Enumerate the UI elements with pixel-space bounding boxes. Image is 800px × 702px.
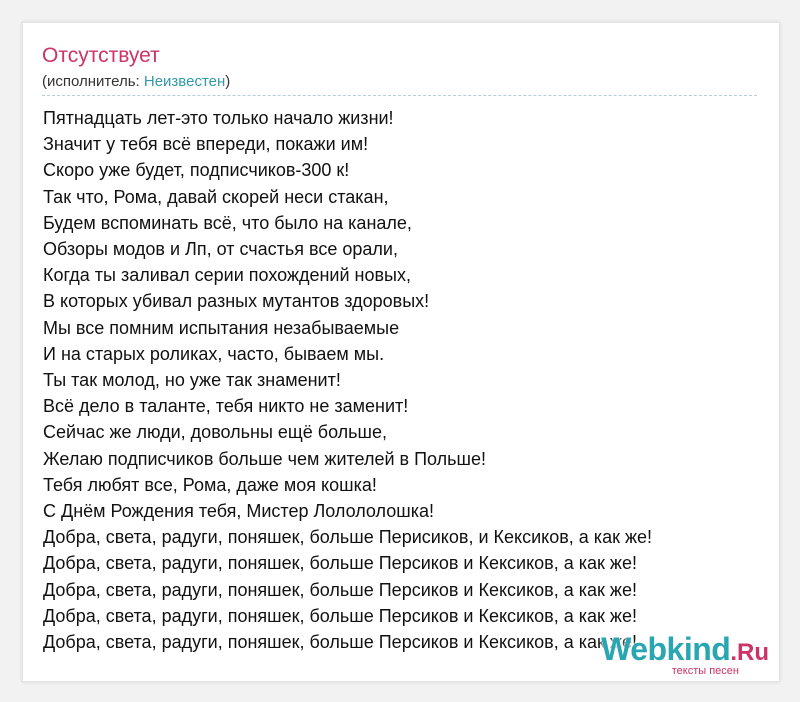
logo-tagline: тексты песен <box>671 665 739 677</box>
lyrics-line: Пятнадцать лет-это только начало жизни! <box>43 108 394 128</box>
lyrics-line: Добра, света, радуги, поняшек, больше Перисиков, и Кексиков, а как же! <box>43 527 653 548</box>
lyrics-line: Ты так молод, но уже так знаменит! <box>43 370 341 391</box>
lyrics-line: Добра, света, радуги, поняшек, больше Персиков и Кексиков, а как же! <box>43 632 637 653</box>
lyrics-line: Мы все помним испытания незабываемые <box>43 317 400 338</box>
lyrics-line: Сейчас же люди, довольны ещё больше, <box>43 422 388 443</box>
logo-wordmark <box>601 632 769 667</box>
lyrics-line: В которых убивал разных мутантов здоровых! <box>43 291 430 312</box>
lyrics-line: Всё дело в таланте, тебя никто не заменит! <box>43 396 409 417</box>
lyrics-text <box>43 105 652 655</box>
lyrics-line: Так что, Рома, давай скорей неси стакан, <box>43 186 389 207</box>
lyrics-line: Тебя любят все, Рома, даже моя кошка! <box>43 474 377 495</box>
lyrics-line: Добра, света, радуги, поняшек, больше Персиков и Кексиков, а как же! <box>43 579 637 600</box>
lyrics-line: Обзоры модов и Лп, от счастья все орали, <box>43 239 398 260</box>
lyrics-line: Добра, света, радуги, поняшек, больше Персиков и Кексиков, а как же! <box>43 605 637 626</box>
site-logo[interactable] <box>601 632 769 677</box>
lyrics-line: С Днём Рождения тебя, Мистер Лолололошка! <box>43 501 434 522</box>
song-title: Отсутствует <box>42 44 160 67</box>
song-artist-line <box>42 73 230 91</box>
artist-suffix: ) <box>225 73 231 90</box>
lyrics-line: Когда ты заливал серии похождений новых, <box>43 265 411 286</box>
lyrics-line: Желаю подписчиков больше чем жителей в Польше! <box>43 448 486 469</box>
artist-link[interactable]: Неизвестен <box>143 73 226 90</box>
lyrics-line: И на старых роликах, часто, бываем мы. <box>43 343 385 364</box>
lyrics-line: Скоро уже будет, подписчиков-300 к! <box>43 160 350 181</box>
lyrics-line: Добра, света, радуги, поняшек, больше Персиков и Кексиков, а как же! <box>43 553 637 574</box>
artist-prefix: (исполнитель: <box>42 73 144 90</box>
logo-brand: Webkind <box>601 631 731 667</box>
lyrics-line: Значит у тебя всё впереди, покажи им! <box>43 134 369 155</box>
logo-tld: .Ru <box>730 639 769 666</box>
title-divider <box>42 95 757 96</box>
lyrics-line: Будем вспоминать всё, что было на канале, <box>43 212 412 233</box>
lyrics-card <box>22 22 780 682</box>
